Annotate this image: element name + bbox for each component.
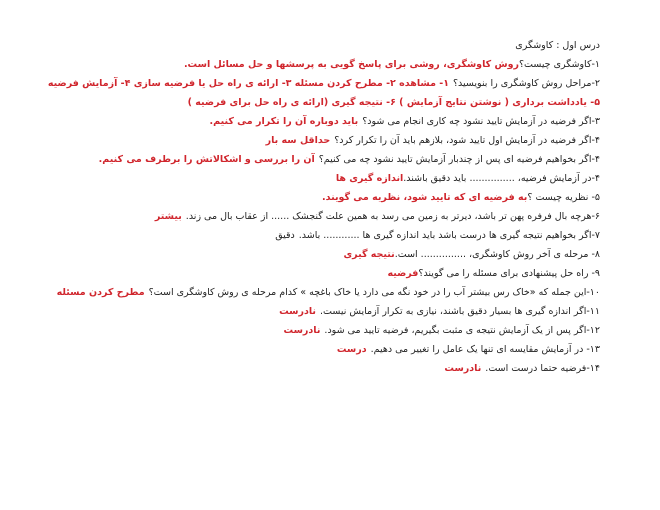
question-text: ۹- راه حل پیشنهادی برای مسئله را می گویند؟ — [418, 268, 600, 279]
question-text: ۴-اگر فرضیه در آزمایش اول تایید شود، بلازهم باید آن را تکرار کرد؟ — [334, 135, 600, 146]
answer-text: فرضیه — [387, 268, 419, 279]
qa-line-2 — [40, 74, 600, 112]
qa-line-5 — [40, 150, 600, 169]
answer-text: نادرست — [444, 363, 482, 374]
answer-text: درست — [336, 344, 367, 355]
answer-text: ۱- مشاهده ۲- مطرح کردن مسئله ۳- ارائه ی راه حل یا فرضیه سازی ۴- آزمایش فرضیه ۵- یادداشت برداری ( نوشتن نتایج آزمایش ) ۶- نتیجه گیری (ارائه ی راه حل برای فرضیه ) — [47, 78, 600, 108]
answer-text: آن را بررسی و اشکالاتش را برطرف می کنیم. — [98, 154, 315, 165]
qa-line-16 — [40, 359, 600, 378]
answer-text: نتیجه گیری — [343, 249, 395, 260]
answer-text: به فرضیه ای که تایید شود، نظریه می گویند. — [321, 192, 528, 203]
qa-line-3 — [40, 112, 600, 131]
lesson-title-text: درس اول : کاوشگری — [515, 40, 600, 51]
answer-text: روش کاوشگری، روشی برای پاسخ گویی به پرسشها و حل مسائل است. — [183, 59, 519, 70]
question-text: ۳-اگر فرضیه در آزمایش تایید نشود چه کاری انجام می شود؟ — [362, 116, 600, 127]
qa-line-10 — [40, 245, 600, 264]
question-text: ۱۳- در آزمایش مقایسه ای تنها یک عامل را تغییر می دهیم. — [370, 344, 600, 355]
answer-text: نادرست — [283, 325, 321, 336]
question-text: ۶-هرچه بال فرفره پهن تر باشد، دیرتر به زمین می رسد به همین علت گنجشک ...... از عقاب بال می زند. — [185, 211, 600, 222]
answer-text: اندازه گیری ها — [335, 173, 404, 184]
question-text: ۲-مراحل روش کاوشگری را بنویسید؟ — [453, 78, 600, 89]
qa-line-8 — [40, 207, 600, 226]
question-text: ۱-کاوشگری چیست؟ — [518, 59, 600, 70]
answer-text: حداقل سه بار — [265, 135, 331, 146]
question-text: ۸- مرحله ی آخر روش کاوشگری، ............... است. — [394, 249, 600, 260]
question-text: ۱۴-فرضیه حتما درست است. — [485, 363, 600, 374]
document-body — [40, 36, 600, 378]
qa-line-7 — [40, 188, 600, 207]
qa-line-6 — [40, 169, 600, 188]
answer-text: مطرح کردن مسئله — [56, 287, 145, 298]
question-text: ۵- نظریه چیست ؟ — [527, 192, 600, 203]
question-text: ۴-در آزمایش فرضیه، ............... باید دقیق باشند. — [403, 173, 600, 184]
answer-text: دقیق — [275, 230, 295, 241]
question-text: ۱۱-اگر اندازه گیری ها بسیار دقیق باشند، نیازی به تکرار آزمایش نیست. — [320, 306, 600, 317]
qa-line-4 — [40, 131, 600, 150]
qa-line-11 — [40, 264, 600, 283]
question-text: ۷-اگر بخواهیم نتیجه گیری ها درست باشد باید اندازه گیری ها ............ باشد. — [298, 230, 600, 241]
question-text: ۱۰-این جمله که «خاک رس بیشتر آب را در خود نگه می دارد یا خاک باغچه » کدام مرحله ی روش کاوشگری است؟ — [148, 287, 600, 298]
qa-line-14 — [40, 321, 600, 340]
answer-text: بیشتر — [154, 211, 182, 222]
question-text: ۴-اگر بخواهیم فرضیه ای پس از چندبار آزمایش تایید نشود چه می کنیم؟ — [318, 154, 600, 165]
answer-text: باید دوباره آن را تکرار می کنیم. — [209, 116, 359, 127]
question-text: ۱۲-اگر پس از یک آزمایش نتیجه ی مثبت بگیریم، فرضیه تایید می شود. — [324, 325, 600, 336]
qa-line-12 — [40, 283, 600, 302]
qa-line-13 — [40, 302, 600, 321]
answer-text: نادرست — [279, 306, 316, 317]
qa-line-1 — [40, 55, 600, 74]
lesson-title — [40, 36, 600, 55]
qa-line-9 — [40, 226, 600, 245]
qa-line-15 — [40, 340, 600, 359]
